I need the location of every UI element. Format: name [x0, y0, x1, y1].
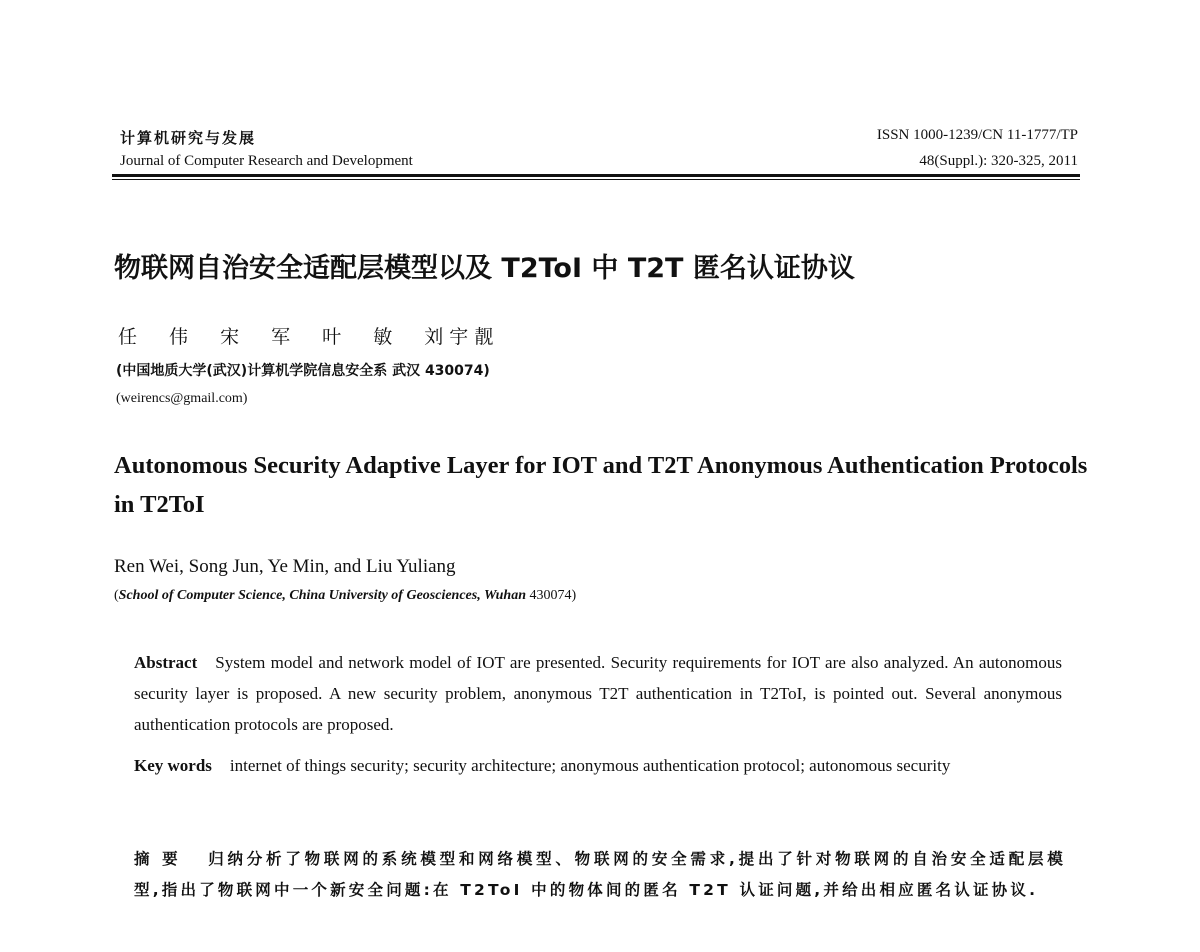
header-rule-thick	[112, 174, 1080, 177]
paper-title-en: Autonomous Security Adaptive Layer for IOT and T2T Anonymous Authentication Protocols in T2ToI	[114, 452, 1088, 518]
authors-en: Ren Wei, Song Jun, Ye Min, and Liu Yuliang	[114, 556, 456, 577]
affiliation-en-prefix: (	[114, 588, 119, 603]
abstract-label: Abstract	[134, 653, 198, 672]
issn: ISSN 1000-1239/CN 11-1777/TP	[876, 127, 1078, 143]
abstract-cn-label: 摘要	[134, 850, 191, 868]
affiliation-en-suffix: 430074)	[526, 588, 577, 603]
affiliation-en-institution: School of Computer Science, China University of Geosciences, Wuhan	[118, 588, 526, 603]
author-email: (weirencs@gmail.com)	[116, 391, 248, 406]
keywords-text: internet of things security; security architecture; anonymous authentication protocol; autonomous security	[229, 756, 951, 775]
paper-title-cn: 物联网自治安全适配层模型以及 T2ToI 中 T2T 匿名认证协议	[114, 253, 855, 284]
abstract-en	[134, 647, 1062, 740]
keywords-en	[134, 750, 1062, 781]
header-rule-thin	[112, 179, 1080, 180]
journal-title-en: Journal of Computer Research and Development	[120, 153, 413, 169]
affiliation-cn: (中国地质大学(武汉)计算机学院信息安全系 武汉 430074)	[116, 363, 490, 379]
abstract-cn	[134, 844, 1066, 906]
affiliation-en	[114, 588, 576, 604]
authors-cn: 任 伟 宋 军 叶 敏 刘宇靓	[118, 326, 500, 348]
keywords-label: Key words	[134, 756, 212, 775]
abstract-cn-text: 归纳分析了物联网的系统模型和网络模型、物联网的安全需求,提出了针对物联网的自治安全适配层模型,指出了物联网中一个新安全问题:在 T2ToI 中的物体间的匿名 T2T 认证问题,并给出相应匿名认证协议.	[134, 850, 1066, 899]
abstract-text: System model and network model of IOT are presented. Security requirements for IOT are also analyzed. An autonomous security layer is proposed. A new security problem, anonymous T2T authentication in T2ToI, is pointed out. Several anonymous authentication protocols are proposed.	[134, 653, 1062, 734]
journal-title-cn: 计算机研究与发展	[120, 129, 257, 147]
volume-info: 48(Suppl.): 320-325, 2011	[919, 153, 1078, 169]
